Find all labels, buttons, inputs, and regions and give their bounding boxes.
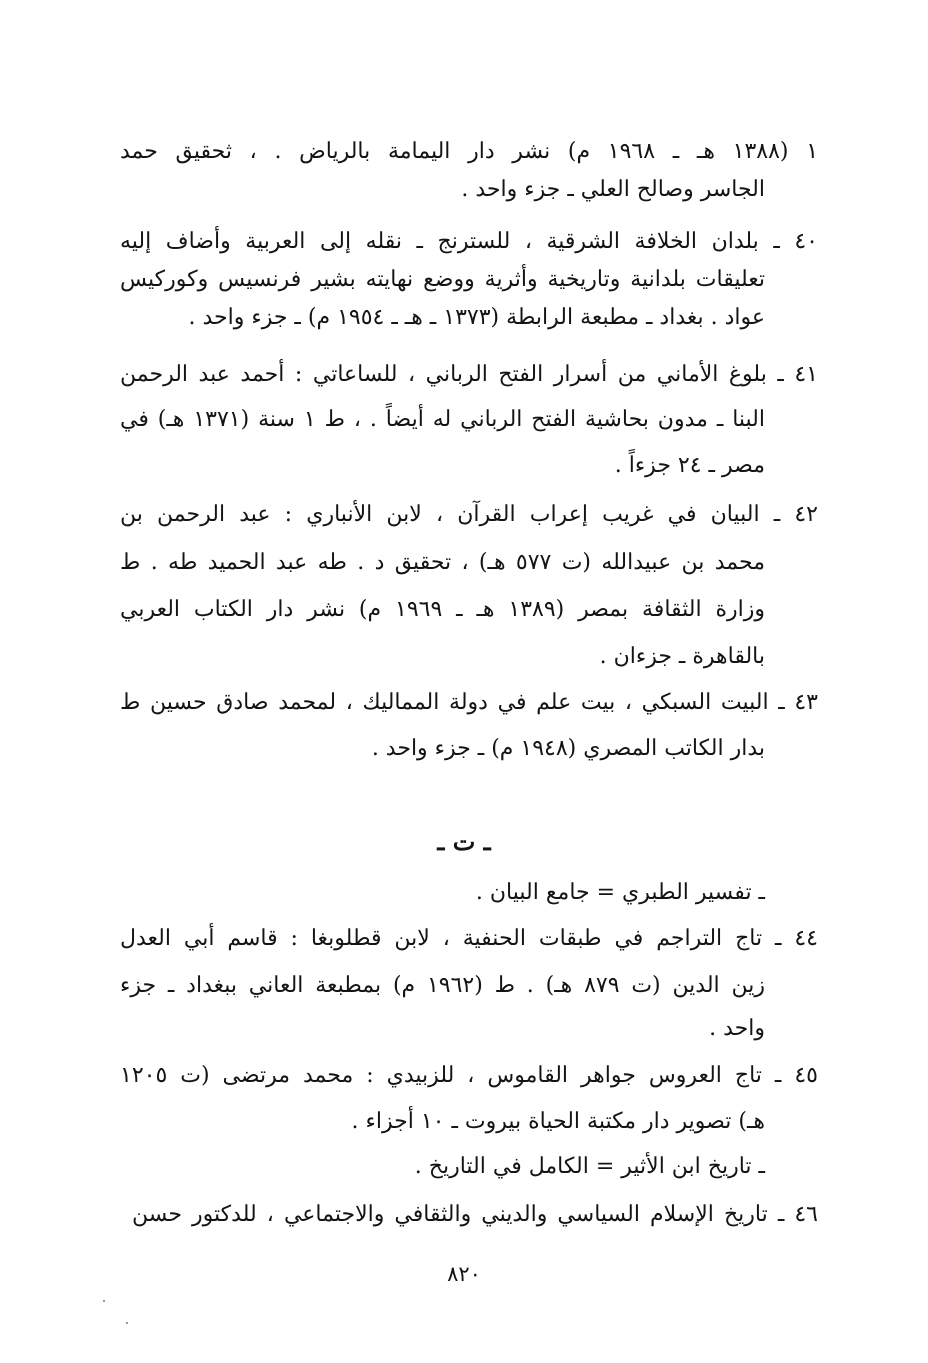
text-line: البنا ـ مدون بحاشية الفتح الرباني له أيضاً . ، ط ١ سنة (١٣٧١ هـ) في [120, 407, 765, 432]
text-line: تعليقات بلدانية وتاريخية وأثرية ووضع نهايته بشير فرنسيس وكوركيس [120, 267, 765, 292]
entry-40-line: ٤٠ ـ بلدان الخلافة الشرقية ، للسترنج ـ نقله إلى العربية وأضاف إليه [120, 229, 818, 254]
text-line: ١ (١٣٨٨ هـ ـ ١٩٦٨ م) نشر دار اليمامة بالرياض . ، ثحقيق حمد [120, 139, 819, 164]
entry-46-line: ٤٦ ـ تاريخ الإسلام السياسي والديني والثقافي والاجتماعي ، للدكتور حسن [132, 1202, 818, 1227]
entry-44-line: ٤٤ ـ تاج التراجم في طبقات الحنفية ، لابن قطلوبغا : قاسم أبي العدل [120, 926, 818, 951]
text-line: بدار الكاتب المصري (١٩٤٨ م) ـ جزء واحد . [371, 736, 765, 761]
entry-45-line: ٤٥ ـ تاج العروس جواهر القاموس ، للزبيدي : محمد مرتضى (ت ١٢٠٥ [120, 1063, 818, 1088]
section-header: ـ ت ـ [437, 827, 491, 856]
text-line: مصر ـ ٢٤ جزءاً . [614, 453, 765, 478]
entry-42-line: ٤٢ ـ البيان في غريب إعراب القرآن ، لابن الأنباري : عبد الرحمن بن [120, 502, 818, 527]
text-line: هـ) تصوير دار مكتبة الحياة بيروت ـ ١٠ أجزاء . [351, 1109, 765, 1134]
text-line: الجاسر وصالح العلي ـ جزء واحد . [461, 177, 765, 202]
scan-speck [126, 1322, 128, 1324]
scan-speck [103, 1300, 105, 1302]
entry-43-line: ٤٣ ـ البيت السبكي ، بيت علم في دولة المماليك ، لمحمد صادق حسين ط [120, 690, 818, 715]
text-line: واحد . [709, 1016, 765, 1041]
text-line: عواد . بغداد ـ مطبعة الرابطة (١٣٧٣ ـ هـ ـ ١٩٥٤ م) ـ جزء واحد . [188, 305, 765, 330]
text-line: محمد بن عبيدالله (ت ٥٧٧ هـ) ، تحقيق د . طه عبد الحميد طه . ط [120, 550, 766, 575]
text-line: وزارة الثقافة بمصر (١٣٨٩ هـ ـ ١٩٦٩ م) نشر دار الكتاب العربي [120, 597, 765, 622]
cross-reference-line: ـ تفسير الطبري = جامع البيان . [475, 880, 765, 905]
text-line: زين الدين (ت ٨٧٩ هـ) . ط (١٩٦٢ م) بمطبعة العاني ببغداد ـ جزء [120, 973, 765, 998]
cross-reference-line: ـ تاريخ ابن الأثير = الكامل في التاريخ . [414, 1154, 765, 1179]
entry-41-line: ٤١ ـ بلوغ الأماني من أسرار الفتح الرباني ، للساعاتي : أحمد عبد الرحمن [120, 362, 818, 387]
page-number: ٨٢٠ [447, 1262, 481, 1286]
text-line: بالقاهرة ـ جزءان . [599, 644, 765, 669]
